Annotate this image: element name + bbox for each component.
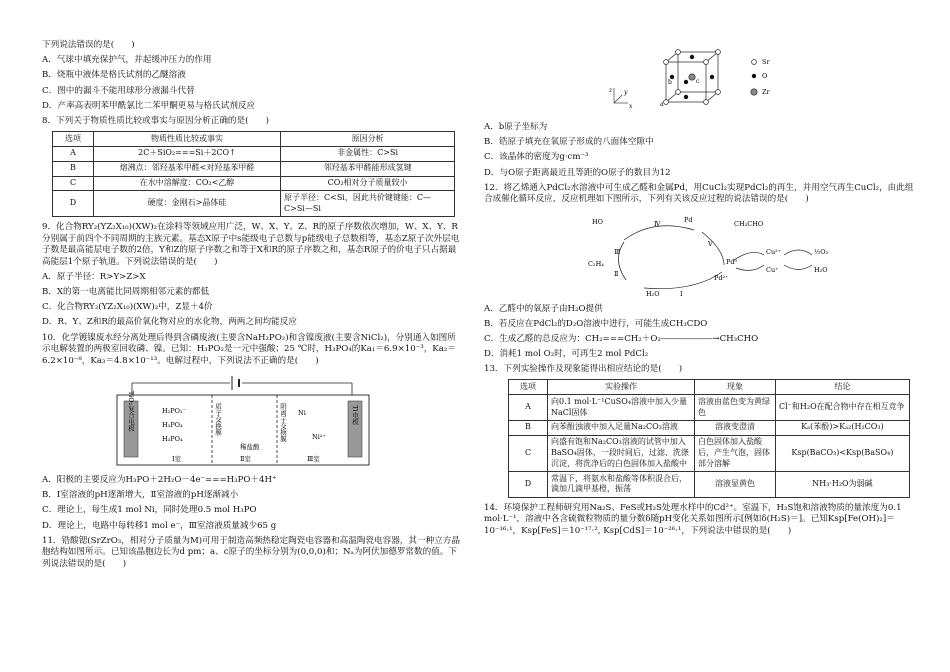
legend xyxy=(751,60,757,96)
table-header: 现象 xyxy=(695,380,776,395)
cycle-label: Cu⁺ xyxy=(766,265,779,274)
axis-z-label: z xyxy=(609,87,613,94)
table-header-row xyxy=(53,132,455,147)
table-header-row xyxy=(509,380,910,395)
table-header: 选项 xyxy=(53,132,94,147)
cathode-label: Ti电极 xyxy=(351,405,359,425)
q7-option-a: A．气球中填充保护气，并起缓冲压力的作用 xyxy=(42,55,212,66)
cycle-label: ½O₂ xyxy=(814,247,829,256)
table-cell: 原子半径：C<Si，因此共价键键能：C—C>Si—Si xyxy=(281,191,455,217)
cycle-label: CH₃CHO xyxy=(734,219,764,228)
table-cell: NH₃·H₂O为弱碱 xyxy=(776,472,910,498)
table-cell: D xyxy=(509,472,548,498)
membrane1-label: 质子交换膜 xyxy=(214,403,222,436)
q9-stem: 9．化合物RY₂(YZ₂X₁₀)(XW)₂在涂料等领域应用广泛，W、X、Y、Z、R的原子序数依次增加，W、X、Y、R分别属于前四个不同周期的主族元素。基态X原子中s能级电子总数与p能级电子总数相等，基态Z原子次外层电子数是最高能层电子数的2倍，Y和Z的原子序数之和等于X和R的原子序数之和，基态R原子的价电子只占据最高能层1个原子轨道。下列说法错误的是( ) xyxy=(42,221,460,267)
table-cell: Ksp(BaCO₃)<Ksp(BaSO₄) xyxy=(776,435,910,471)
q7-option-c: C．图中的漏斗不能用球形分液漏斗代替 xyxy=(42,85,195,96)
cycle-label: C₂H₄ xyxy=(588,259,604,268)
table-cell: Kₐ(苯酚)>Kₐ₂(H₂CO₃) xyxy=(776,420,910,435)
table-cell: 向0.1 mol·L⁻¹CuSO₄溶液中加入少量NaCl固体 xyxy=(548,395,695,421)
q9-option-d: D．R、Y、Z和R的最高价氧化物对应的水化物，两两之间均能反应 xyxy=(42,317,297,328)
atom-label-a: a xyxy=(660,101,664,108)
table-cell: C xyxy=(509,435,548,471)
table-cell: A xyxy=(53,146,94,161)
cycle-label: Ⅰ xyxy=(680,289,683,298)
atom-label-b: b xyxy=(668,79,672,86)
table-cell: C xyxy=(53,176,94,191)
table-row xyxy=(53,146,455,161)
table-row xyxy=(509,435,910,471)
q10-option-b: B．Ⅰ室溶液的pH逐渐增大，Ⅱ室溶液的pH逐渐减小 xyxy=(42,490,239,501)
table-header: 原因分析 xyxy=(281,132,455,147)
q13-table xyxy=(508,379,910,497)
table-row xyxy=(509,395,910,421)
q7-option-b: B．烧瓶中液体是格氏试剂的乙醚溶液 xyxy=(42,70,186,81)
q9-option-c: C．化合物RY₂(YZ₂X₁₀)(XW)₂中，Z显＋4价 xyxy=(42,302,213,313)
legend-sr: Sr xyxy=(762,58,770,66)
q11-stem: 11．锆酸锶(SrZrO₃，相对分子质量为M)可用于制造高频热稳定陶瓷电容器和高温陶瓷电容器，其一种立方晶胞结构如图所示。已知该晶胞边长为d pm；a、c原子的坐标分别为(0,0,0)和；Nₐ为阿伏加德罗常数的值。下列说法错误的是( ) xyxy=(42,535,460,569)
q9-option-a: A．原子半径：R>Y>Z>X xyxy=(42,271,146,282)
table-cell: 熔沸点：邻羟基苯甲醛<对羟基苯甲醛 xyxy=(94,161,281,176)
cycle-label: H₂O xyxy=(814,265,828,274)
cycle-label: Pd xyxy=(684,215,693,224)
anode-label: TiO₂复合电极 xyxy=(127,390,135,432)
table-header: 选项 xyxy=(509,380,548,395)
table-cell: D xyxy=(53,191,94,217)
table-cell: B xyxy=(509,420,548,435)
cycle-label: H₂O xyxy=(646,289,660,298)
q7-option-d: D．产率高表明苯甲酰氯比二苯甲酮更易与格氏试剂反应 xyxy=(42,100,256,111)
q11-option-c: C．该晶体的密度为g·cm⁻³ xyxy=(484,152,589,163)
q9-option-b: B．X的第一电离能比同周期相邻元素的都低 xyxy=(42,287,210,298)
axis-x-label: x xyxy=(629,103,633,110)
atoms xyxy=(664,50,721,105)
room-label: Ⅲ室 xyxy=(307,455,320,463)
table-cell: 溶液由蓝色变为黄绿色 xyxy=(695,395,776,421)
cycle-label: HO xyxy=(592,217,603,226)
table-cell: CO₂相对分子质量较小 xyxy=(281,176,455,191)
membrane2-label: 阴离子交换膜 xyxy=(279,403,287,442)
table-cell: B xyxy=(53,161,94,176)
cycle-label: V xyxy=(708,239,713,248)
catalytic-cycle-diagram xyxy=(584,210,844,300)
q8-stem: 8．下列关于物质性质比较或事实与原因分析正确的是( ) xyxy=(42,115,270,126)
ion-label: Ni²⁺ xyxy=(312,433,326,441)
table-cell: 向苯酚浊液中加入足量Na₂CO₃溶液 xyxy=(548,420,695,435)
q12-stem: 12．将乙烯通入PdCl₂水溶液中可生成乙醛和金属Pd，用CuCl₂实现PdCl₂的再生，并用空气再生CuCl₂，由此组合成催化循环反应，反应机理如下图所示，下列有关该反应过程的说法错误的是( ) xyxy=(484,182,914,205)
q11-option-a: A．b原子坐标为 xyxy=(484,122,548,132)
q8-table xyxy=(52,131,455,217)
cycle-label: Cu²⁺ xyxy=(766,247,782,256)
table-cell: 2C＋SiO₂===Si＋2CO↑ xyxy=(94,146,281,161)
cycle-label: Ⅳ xyxy=(654,219,661,228)
table-row xyxy=(53,161,455,176)
atom-label-c: c xyxy=(696,78,700,85)
legend-zr: Zr xyxy=(762,88,770,96)
table-cell: 溶液显黄色 xyxy=(695,472,776,498)
acid-label: 稀盐酸 xyxy=(240,443,260,451)
cycle-label: Ⅲ xyxy=(614,247,621,256)
table-cell: 溶液变澄清 xyxy=(695,420,776,435)
ion-label: H₃PO₄ xyxy=(162,435,183,443)
cycle-label: Ⅱ xyxy=(614,269,619,278)
table-header: 结论 xyxy=(776,380,910,395)
ion-label: H₃PO₄ xyxy=(162,421,183,429)
q10-option-c: C．理论上，每生成1 mol Ni，同时处理0.5 mol H₃PO xyxy=(42,505,257,516)
right-column xyxy=(484,46,916,541)
crystal-cell-diagram xyxy=(594,48,804,118)
table-cell: 邻羟基苯甲醛能形成氢键 xyxy=(281,161,455,176)
q12-option-a: A．乙醛中的氧原子由H₂O提供 xyxy=(484,303,603,314)
q10-stem: 10．化学镀镍废水经分离处理后得到含磷废液(主要含NaH₂PO₂)和含镍废液(主要含NiCl₂)，分别通入如图所示电解装置的两极室回收磷、镍。已知：H₃PO₂是一元中强酸；25 ℃时，H₃PO₄的Ka₁＝6.9×10⁻³，Ka₂＝6.2×10⁻⁸，Ka₃＝4.8×10⁻¹³。电解过程中，下列说法不正确的是( ) xyxy=(42,332,456,366)
q12-option-d: D．消耗1 mol O₂时，可再生2 mol PdCl₂ xyxy=(484,349,649,360)
table-cell: 常温下，将氨水和盐酸等体积混合后，滴加几滴甲基橙，振荡 xyxy=(548,472,695,498)
room-label: Ⅱ室 xyxy=(240,455,251,463)
table-header: 实验操作 xyxy=(548,380,695,395)
table-cell: 向盛有饱和Na₂CO₃溶液的试管中加入BaSO₄固体，一段时间后，过滤、洗涤沉淀，将洗净后的白色固体加入盐酸中 xyxy=(548,435,695,471)
q14-stem: 14．环境保护工程师研究用Na₂S、FeS或H₂S处理水样中的Cd²⁺。室温下，H₂S饱和溶液物质的量浓度为0.1 mol·L⁻¹，溶液中各含硫微粒物质的量分数δ随pH变化关系如图所示[例如δ(H₂S)＝]。已知Ksp[Fe(OH)₂]＝10⁻¹⁶·¹，Ksp[FeS]＝10⁻¹⁷·², Ksp[CdS]＝10⁻²⁶·¹，下列说法中错误的是( ) xyxy=(484,502,902,536)
table-cell: Cl⁻和H₂O在配合物中存在相互竞争 xyxy=(776,395,910,421)
electrolysis-diagram xyxy=(102,371,402,471)
table-row xyxy=(509,472,910,498)
ion-label: Ni xyxy=(298,409,306,417)
table-cell: 硬度：金刚石>晶体硅 xyxy=(94,191,281,217)
table-row xyxy=(53,191,455,217)
room-label: Ⅰ室 xyxy=(172,455,182,463)
q7-stem-tail: 下列说法错误的是( ) xyxy=(42,40,135,50)
left-column xyxy=(42,40,462,574)
axis-y-label: y xyxy=(624,89,628,96)
table-cell: A xyxy=(509,395,548,421)
ion-label: H₂PO₂⁻ xyxy=(162,407,187,415)
q10-option-d: D．理论上，电路中每转移1 mol e⁻，Ⅲ室溶液质量减少65 g xyxy=(42,520,277,531)
cycle-label: Pd⁰ xyxy=(726,257,738,266)
q12-option-c: C．生成乙醛的总反应为：CH₂===CH₂＋O₂――――――→CH₃CHO xyxy=(484,333,759,344)
legend-o: O xyxy=(762,72,768,80)
cycle-label: Pd²⁺ xyxy=(714,273,729,282)
q10-option-a: A．阳极的主要反应为H₃PO＋2H₂O－4e⁻===H₃PO＋4H⁺ xyxy=(42,475,277,485)
power-source xyxy=(132,376,352,395)
q11-option-d: D．与O原子距离最近且等距的O原子的数目为12 xyxy=(484,167,671,178)
q12-option-b: B．若反应在PdCl₂的D₂O溶液中进行，可能生成CH₃CDO xyxy=(484,318,708,329)
table-cell: 非金属性：C>Si xyxy=(281,146,455,161)
table-header: 物质性质比较或事实 xyxy=(94,132,281,147)
table-cell: 白色固体加入盐酸后，产生气泡，固体部分溶解 xyxy=(695,435,776,471)
q13-stem: 13．下列实验操作及现象能得出相应结论的是( ) xyxy=(484,364,683,375)
table-row xyxy=(509,420,910,435)
table-cell: 在水中溶解度：CO₂<乙醇 xyxy=(94,176,281,191)
q11-option-b: B．锆原子填充在氧原子形成的八面体空隙中 xyxy=(484,137,654,148)
table-row xyxy=(53,176,455,191)
